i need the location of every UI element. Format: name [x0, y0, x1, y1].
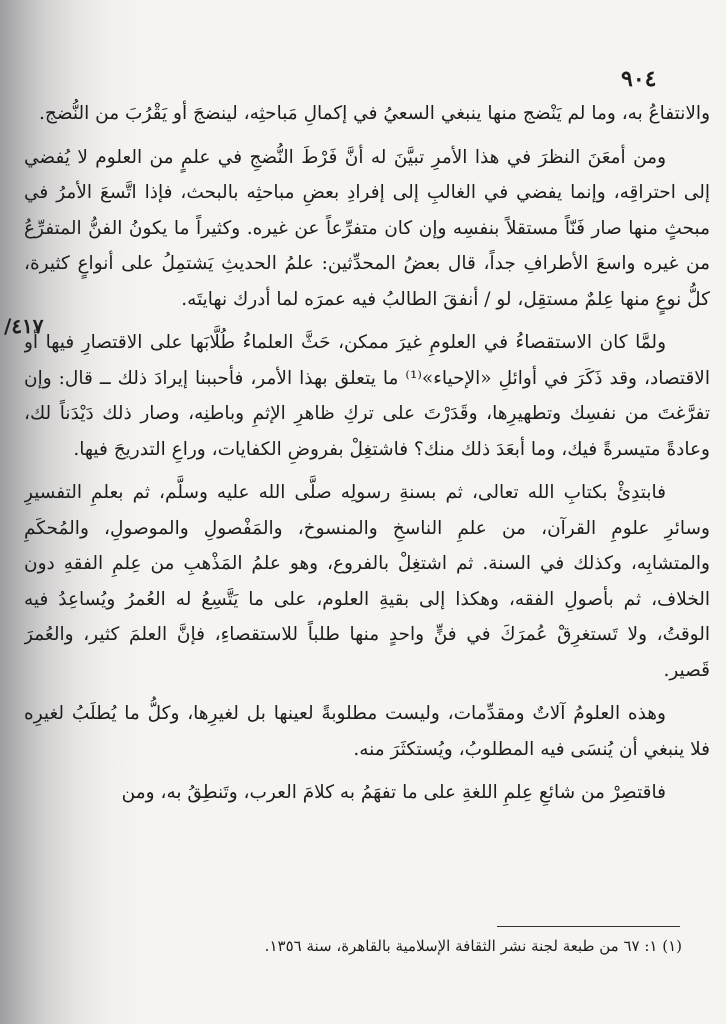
- paragraph-3: ولمَّا كان الاستقصاءُ في العلومِ غيرَ ممكن، حَثَّ العلماءُ طُلَّابَها على الاقتصارِ فيها أو الاقتصاد، وقد ذَكَرَ في أوائلِ «الإحياء»⁽¹⁾ ما يتعلق بهذا الأمر، فأحببنا إيرادَ ذلك ــ قال: وإن تفرَّغتَ من نفسِك وتطهيرِها، وقَدَرْتَ على تركِ ظاهرِ الإثمِ وباطنِه، وصار ذلك دَيْدَناً لك، وعادةً متيسرةً فيك، وما أبعَدَ ذلك منك؟ فاشتغِلْ بفروضِ الكفايات، وراعِ التدريجَ فيها.: [24, 332, 710, 460]
- paragraph-5: وهذه العلومُ آلاتٌ ومقدِّمات، وليست مطلوبةً لعينها بل لغيرِها، وكلُّ ما يُطلَبُ لغيرِه فلا ينبغي أن يُنسَى فيه المطلوبُ، ويُستكثَرَ منه.: [24, 703, 710, 760]
- page-number: ٩٠٤: [621, 66, 657, 92]
- main-text: [24, 96, 710, 916]
- margin-page-reference: /٤١٧: [4, 314, 44, 338]
- footnote-divider: [497, 926, 680, 927]
- paragraph-6: فاقتصِرْ من شائعِ عِلمِ اللغةِ على ما تفهَمُ به كلامَ العرب، وتَنطِقُ به، ومن: [121, 782, 666, 803]
- paragraph-2: ومن أمعَنَ النظرَ في هذا الأمرِ تبيَّنَ له أنَّ فَرْطَ النُّضجِ في علمٍ من العلوم لا يُفضي إلى احتراقِه، وإنما يفضي في الغالبِ إلى إفرادِ بعضِ مباحثِه بالبحث، فإذا اتَّسعَ الأمرُ في مبحثٍ منها صار فَنّاً مستقلاً بنفسِه وإن كان متفرِّعاً عن غيره. وكثيراً ما يكونُ الفنُّ المتفرِّعُ من غيره واسعَ الأطرافِ جداً، قال بعضُ المحدِّثين: علمُ الحديثِ يَشتمِلُ على أنواعٍ كثيرة، كلُّ نوعٍ منها عِلمٌ مستقِل، لو / أنفقَ الطالبُ فيه عمرَه لما أدرك نهايتَه.: [24, 146, 710, 310]
- paragraph-4: فابتدِئْ بكتابِ الله تعالى، ثم بسنةِ رسولِه صلَّى الله عليه وسلَّم، ثم بعلمِ التفسيرِ وسائرِ علومِ القرآن، من علمِ الناسخِ والمنسوخ، والمَفْصولِ والموصولِ، والمُحكَمِ والمتشابِه، وكذلك في السنة. ثم اشتغِلْ بالفروع، وهو علمُ المَذْهبِ من عِلمِ الفقهِ دون الخلاف، ثم بأصولِ الفقه، وهكذا إلى بقيةِ العلوم، على ما يَتَّسِعُ له العُمرُ ويُساعِدُ فيه الوقتُ، ولا تَستغرِقْ عُمرَكَ في فنٍّ واحدٍ منها طلباً للاستقصاءِ، فإنَّ العلمَ كثير، والعُمرَ قَصير.: [24, 482, 710, 681]
- paragraph-1: والانتفاعُ به، وما لم يَنْضج منها ينبغي السعيُ في إكمالِ مَباحثِه، لينضجَ أو يَقْرُبَ من النُّضج.: [39, 103, 710, 124]
- footnote: (١) ١: ٦٧ من طبعة لجنة نشر الثقافة الإسلامية بالقاهرة، سنة ١٣٥٦.: [264, 937, 682, 955]
